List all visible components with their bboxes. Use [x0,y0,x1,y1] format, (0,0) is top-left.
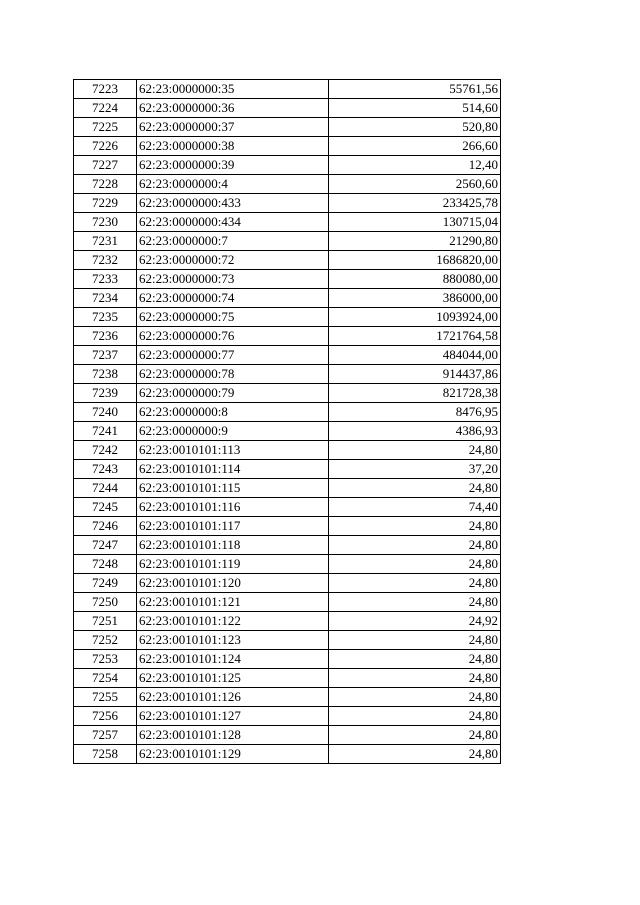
row-number-cell: 7257 [74,726,137,745]
value-cell: 55761,56 [329,80,501,99]
value-cell: 4386,93 [329,422,501,441]
row-number-cell: 7232 [74,251,137,270]
table-row [74,612,501,631]
cadastral-number-cell: 62:23:0000000:76 [137,327,329,346]
cadastral-number-cell: 62:23:0000000:433 [137,194,329,213]
table-row [74,593,501,612]
row-number-cell: 7249 [74,574,137,593]
value-cell: 24,80 [329,707,501,726]
table-row [74,403,501,422]
value-cell: 12,40 [329,156,501,175]
value-cell: 74,40 [329,498,501,517]
value-cell: 2560,60 [329,175,501,194]
table-row [74,175,501,194]
row-number-cell: 7233 [74,270,137,289]
cadastral-number-cell: 62:23:0000000:36 [137,99,329,118]
cadastral-number-cell: 62:23:0000000:73 [137,270,329,289]
cadastral-number-cell: 62:23:0010101:123 [137,631,329,650]
row-number-cell: 7245 [74,498,137,517]
table-row [74,574,501,593]
cadastral-number-cell: 62:23:0010101:115 [137,479,329,498]
table-row [74,346,501,365]
table-row [74,118,501,137]
row-number-cell: 7238 [74,365,137,384]
cadastral-number-cell: 62:23:0000000:39 [137,156,329,175]
cadastral-number-cell: 62:23:0000000:7 [137,232,329,251]
table-body [74,80,501,764]
cadastral-number-cell: 62:23:0000000:434 [137,213,329,232]
value-cell: 880080,00 [329,270,501,289]
row-number-cell: 7229 [74,194,137,213]
table-row [74,251,501,270]
cadastral-number-cell: 62:23:0010101:113 [137,441,329,460]
table-row [74,137,501,156]
row-number-cell: 7250 [74,593,137,612]
value-cell: 24,80 [329,745,501,764]
row-number-cell: 7254 [74,669,137,688]
value-cell: 821728,38 [329,384,501,403]
table-row [74,536,501,555]
row-number-cell: 7255 [74,688,137,707]
value-cell: 1686820,00 [329,251,501,270]
row-number-cell: 7258 [74,745,137,764]
table-row [74,289,501,308]
row-number-cell: 7244 [74,479,137,498]
cadastral-number-cell: 62:23:0000000:35 [137,80,329,99]
value-cell: 24,80 [329,517,501,536]
row-number-cell: 7252 [74,631,137,650]
cadastral-number-cell: 62:23:0010101:122 [137,612,329,631]
table-row [74,479,501,498]
cadastral-number-cell: 62:23:0000000:72 [137,251,329,270]
table-row [74,498,501,517]
value-cell: 24,80 [329,574,501,593]
value-cell: 233425,78 [329,194,501,213]
value-cell: 1093924,00 [329,308,501,327]
value-cell: 24,92 [329,612,501,631]
value-cell: 8476,95 [329,403,501,422]
table-row [74,365,501,384]
value-cell: 266,60 [329,137,501,156]
value-cell: 24,80 [329,631,501,650]
table-row [74,99,501,118]
row-number-cell: 7225 [74,118,137,137]
row-number-cell: 7243 [74,460,137,479]
cadastral-number-cell: 62:23:0010101:126 [137,688,329,707]
table-row [74,707,501,726]
value-cell: 514,60 [329,99,501,118]
cadastral-number-cell: 62:23:0000000:74 [137,289,329,308]
row-number-cell: 7246 [74,517,137,536]
table-row [74,441,501,460]
cadastral-number-cell: 62:23:0010101:128 [137,726,329,745]
row-number-cell: 7242 [74,441,137,460]
table-row [74,726,501,745]
row-number-cell: 7234 [74,289,137,308]
table-row [74,669,501,688]
value-cell: 484044,00 [329,346,501,365]
table-row [74,194,501,213]
value-cell: 1721764,58 [329,327,501,346]
value-cell: 386000,00 [329,289,501,308]
cadastral-number-cell: 62:23:0010101:114 [137,460,329,479]
table-row [74,688,501,707]
cadastral-number-cell: 62:23:0010101:119 [137,555,329,574]
value-cell: 24,80 [329,479,501,498]
cadastral-number-cell: 62:23:0010101:118 [137,536,329,555]
table-row [74,422,501,441]
value-cell: 24,80 [329,593,501,612]
cadastral-number-cell: 62:23:0000000:38 [137,137,329,156]
table-row [74,270,501,289]
table-row [74,631,501,650]
cadastral-number-cell: 62:23:0000000:37 [137,118,329,137]
row-number-cell: 7228 [74,175,137,194]
table-row [74,517,501,536]
row-number-cell: 7223 [74,80,137,99]
row-number-cell: 7227 [74,156,137,175]
row-number-cell: 7256 [74,707,137,726]
table-row [74,555,501,574]
row-number-cell: 7230 [74,213,137,232]
row-number-cell: 7235 [74,308,137,327]
cadastral-number-cell: 62:23:0000000:79 [137,384,329,403]
row-number-cell: 7236 [74,327,137,346]
table-row [74,327,501,346]
table-row [74,156,501,175]
cadastral-number-cell: 62:23:0010101:124 [137,650,329,669]
value-cell: 24,80 [329,650,501,669]
value-cell: 37,20 [329,460,501,479]
table-row [74,650,501,669]
row-number-cell: 7239 [74,384,137,403]
value-cell: 24,80 [329,555,501,574]
table-row [74,745,501,764]
cadastral-number-cell: 62:23:0000000:9 [137,422,329,441]
cadastral-number-cell: 62:23:0000000:75 [137,308,329,327]
cadastral-number-cell: 62:23:0010101:127 [137,707,329,726]
table-row [74,232,501,251]
row-number-cell: 7231 [74,232,137,251]
row-number-cell: 7237 [74,346,137,365]
cadastral-number-cell: 62:23:0010101:121 [137,593,329,612]
table-row [74,308,501,327]
row-number-cell: 7241 [74,422,137,441]
row-number-cell: 7240 [74,403,137,422]
value-cell: 24,80 [329,688,501,707]
value-cell: 24,80 [329,669,501,688]
row-number-cell: 7226 [74,137,137,156]
cadastral-number-cell: 62:23:0000000:8 [137,403,329,422]
row-number-cell: 7251 [74,612,137,631]
table-row [74,384,501,403]
value-cell: 24,80 [329,441,501,460]
row-number-cell: 7247 [74,536,137,555]
value-cell: 24,80 [329,536,501,555]
cadastral-number-cell: 62:23:0000000:78 [137,365,329,384]
cadastral-number-cell: 62:23:0000000:77 [137,346,329,365]
table-row [74,80,501,99]
value-cell: 24,80 [329,726,501,745]
value-cell: 520,80 [329,118,501,137]
cadastral-number-cell: 62:23:0000000:4 [137,175,329,194]
value-cell: 914437,86 [329,365,501,384]
table-row [74,460,501,479]
row-number-cell: 7248 [74,555,137,574]
cadastral-number-cell: 62:23:0010101:116 [137,498,329,517]
cadastral-number-cell: 62:23:0010101:120 [137,574,329,593]
row-number-cell: 7253 [74,650,137,669]
cadastral-number-cell: 62:23:0010101:125 [137,669,329,688]
cadastral-number-cell: 62:23:0010101:129 [137,745,329,764]
value-cell: 21290,80 [329,232,501,251]
cadastral-value-table [73,79,501,764]
table-row [74,213,501,232]
value-cell: 130715,04 [329,213,501,232]
row-number-cell: 7224 [74,99,137,118]
cadastral-number-cell: 62:23:0010101:117 [137,517,329,536]
